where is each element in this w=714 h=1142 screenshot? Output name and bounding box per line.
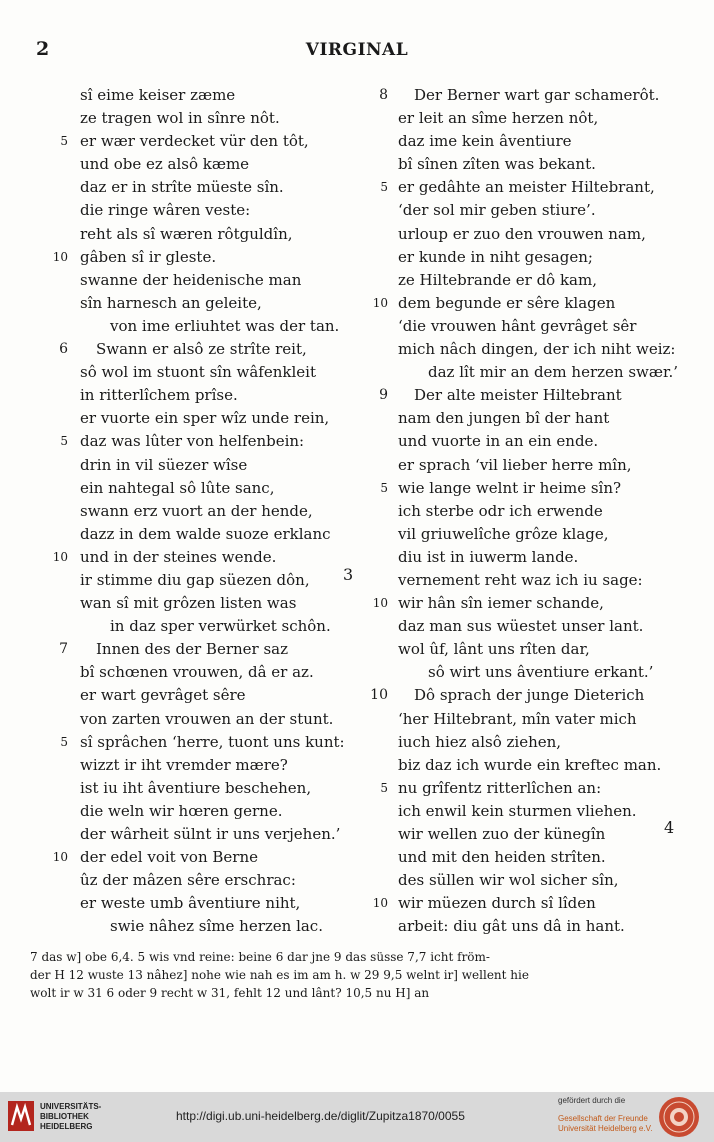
footnotes xyxy=(30,948,674,1002)
verse-text: er gedâhte an meister Hiltebrant, xyxy=(398,178,655,197)
verse-line xyxy=(60,430,380,453)
verse-line xyxy=(398,361,679,384)
verse-line xyxy=(398,708,668,731)
verse-line xyxy=(372,592,668,615)
verse-line xyxy=(398,523,668,546)
verse-line xyxy=(80,361,380,384)
verse-line xyxy=(80,615,380,638)
verse-text: er wart gevrâget sêre xyxy=(80,686,246,705)
verse-text: der wârheit sülnt ir uns verjehen.’ xyxy=(80,825,341,843)
verse-text: ‘der sol mir geben stiure’. xyxy=(398,201,596,220)
verse-line xyxy=(80,592,380,615)
verse-text: wir müezen durch sî lîden xyxy=(398,894,596,913)
verse-text: ir stimme diu gap süezen dôn, xyxy=(80,570,310,589)
verse-text: daz man sus wüestet unser lant. xyxy=(398,617,644,636)
verse-line xyxy=(398,638,668,661)
verse-text: ‘die vrouwen hânt gevrâget sêr xyxy=(398,316,637,335)
verse-line xyxy=(80,107,380,130)
verse-line xyxy=(398,246,668,269)
verse-text: er wær verdecket vür den tôt, xyxy=(80,132,309,151)
verse-line xyxy=(80,777,380,800)
verse-line xyxy=(80,223,380,246)
verse-text: biz daz ich wurde ein kreftec man. xyxy=(398,755,662,774)
verse-text: daz lît mir an dem herzen swær.’ xyxy=(428,363,679,382)
verse-text: iuch hiez alsô ziehen, xyxy=(398,732,562,751)
verse-text: wol ûf, lânt uns rîten dar, xyxy=(398,640,590,659)
right-column xyxy=(370,84,679,938)
verse-line xyxy=(398,130,668,153)
verse-text: er vuorte ein sper wîz unde rein, xyxy=(80,409,330,428)
verse-text: wizzt ir iht vremder mære? xyxy=(80,755,288,774)
verse-text: drin in vil süezer wîse xyxy=(80,455,248,474)
verse-line xyxy=(398,454,668,477)
verse-line xyxy=(80,569,380,592)
verse-line xyxy=(60,731,380,754)
verse-text: und in der steines wende. xyxy=(80,547,277,566)
verse-text: bî sînen zîten was bekant. xyxy=(398,155,596,174)
verse-line xyxy=(398,569,668,592)
verse-text: gâben sî ir gleste. xyxy=(80,247,217,266)
verse-line xyxy=(398,223,668,246)
verse-text: ‘her Hiltebrant, mîn vater mich xyxy=(398,709,637,728)
verse-line xyxy=(80,454,380,477)
verse-text: wan sî mit grôzen listen was xyxy=(80,594,297,613)
verse-text: mich nâch dingen, der ich niht weiz: xyxy=(398,340,676,359)
verse-line xyxy=(370,684,668,707)
verse-line xyxy=(398,269,668,292)
page-number: 2 xyxy=(36,38,50,60)
verse-text: ze tragen wol in sînre nôt. xyxy=(80,109,280,128)
verse-text: wie lange welnt ir heime sîn? xyxy=(398,478,622,497)
line-number: 5 xyxy=(380,480,388,495)
verse-text: sî eime keiser zæme xyxy=(80,86,236,104)
verse-line xyxy=(80,407,380,430)
verse-text: vernement reht waz ich iu sage: xyxy=(398,570,643,589)
verse-text: er sprach ‘vil lieber herre mîn, xyxy=(398,455,632,474)
verse-text: bî schœnen vrouwen, dâ er az. xyxy=(80,663,314,682)
strophe-number: 8 xyxy=(379,87,388,103)
verse-text: sîn harnesch an geleite, xyxy=(80,293,262,312)
verse-line xyxy=(60,130,380,153)
verse-line xyxy=(80,800,380,823)
verse-text: dazz in dem walde suoze erklanc xyxy=(80,524,331,543)
line-number: 10 xyxy=(52,850,68,865)
sponsor-name: Gesellschaft der Freunde Universität Heidelberg e.V. xyxy=(558,1114,653,1133)
verse-text: ist iu iht âventiure beschehen, xyxy=(80,778,312,797)
strophe-number: 10 xyxy=(370,687,388,704)
line-number: 5 xyxy=(380,180,388,195)
verse-text: sî sprâchen ‘herre, tuont uns kunt: xyxy=(80,732,345,751)
running-title: VIRGINAL xyxy=(305,40,409,60)
verse-line xyxy=(398,546,668,569)
verse-line xyxy=(52,546,380,569)
verse-text: von ime erliuhtet was der tan. xyxy=(110,316,340,335)
verse-line xyxy=(398,754,668,777)
footnote-line: wolt ir w 31 6 oder 9 recht w 31, fehlt 12 und lânt? 10,5 nu H] an xyxy=(30,986,430,1000)
verse-line xyxy=(398,846,668,869)
line-number: 10 xyxy=(52,549,68,564)
verse-text: und vuorte in an ein ende. xyxy=(398,432,599,451)
verse-line xyxy=(398,731,668,754)
verse-line xyxy=(52,846,380,869)
verse-text: daz was lûter von helfenbein: xyxy=(80,432,305,451)
verse-text: ich sterbe odr ich erwende xyxy=(398,501,603,520)
verse-line xyxy=(398,199,668,222)
page-marker-right-edge: 4 xyxy=(664,818,675,837)
verse-text: sô wol im stuont sîn wâfenkleit xyxy=(80,363,316,382)
verse-text: die weln wir hœren gerne. xyxy=(80,801,283,820)
verse-line xyxy=(398,407,668,430)
verse-line xyxy=(80,523,380,546)
verse-text: Dô sprach der junge Dieterich xyxy=(414,686,645,705)
verse-line xyxy=(398,315,668,338)
verse-line xyxy=(398,430,668,453)
library-logo-icon xyxy=(8,1101,34,1131)
verse-text: Innen des der Berner saz xyxy=(96,640,289,659)
verse-text: ûz der mâzen sêre erschrac: xyxy=(80,871,296,890)
line-number: 5 xyxy=(380,780,388,795)
verse-text: daz ime kein âventiure xyxy=(398,132,572,151)
verse-line xyxy=(380,777,668,800)
line-number: 10 xyxy=(372,596,388,611)
verse-text: arbeit: diu gât uns dâ in hant. xyxy=(398,917,625,936)
verse-text: reht als sî wæren rôtguldîn, xyxy=(80,224,293,243)
verse-line xyxy=(379,84,668,107)
footnote-line: 7 das w] obe 6,4. 5 wis vnd reine: beine 6 dar jne 9 das süsse 7,7 icht fröm- xyxy=(30,950,490,964)
verse-text: urloup er zuo den vrouwen nam, xyxy=(398,224,646,243)
verse-line xyxy=(80,153,380,176)
verse-line xyxy=(80,500,380,523)
verse-line xyxy=(398,800,668,823)
verse-text: ich enwil kein sturmen vliehen. xyxy=(398,801,637,820)
verse-line xyxy=(398,107,668,130)
verse-line xyxy=(80,84,380,107)
verse-text: und mit den heiden strîten. xyxy=(398,848,606,867)
verse-text: Swann er alsô ze strîte reit, xyxy=(96,340,307,359)
verse-line xyxy=(372,892,668,915)
verse-text: Der alte meister Hiltebrant xyxy=(414,386,622,405)
verse-text: in daz sper verwürket schôn. xyxy=(110,617,331,636)
line-number: 5 xyxy=(60,434,68,449)
verse-line xyxy=(80,869,380,892)
verse-line xyxy=(59,638,380,661)
verse-line xyxy=(80,661,380,684)
verse-text: diu ist in iuwerm lande. xyxy=(398,547,579,566)
university-seal-icon xyxy=(658,1096,700,1138)
verse-line xyxy=(80,477,380,500)
verse-text: in ritterlîchem prîse. xyxy=(80,386,238,405)
verse-text: nam den jungen bî der hant xyxy=(398,409,610,428)
verse-line xyxy=(59,338,380,361)
strophe-number: 6 xyxy=(59,341,68,358)
verse-line xyxy=(398,661,668,684)
verse-line xyxy=(398,338,676,361)
verse-line xyxy=(80,684,380,707)
verse-text: Der Berner wart gar schamerôt. xyxy=(414,86,660,104)
strophe-number: 7 xyxy=(59,641,68,658)
verse-line xyxy=(80,892,380,915)
strophe-number: 9 xyxy=(379,387,388,404)
verse-text: und obe ez alsô kæme xyxy=(80,155,250,174)
verse-line xyxy=(380,477,668,500)
verse-text: swie nâhez sîme herzen lac. xyxy=(110,917,323,936)
verse-line xyxy=(80,823,380,846)
verse-line xyxy=(80,292,380,315)
verse-line xyxy=(52,246,380,269)
verse-text: swann erz vuort an der hende, xyxy=(80,501,313,520)
verse-line xyxy=(380,176,668,199)
verse-text: daz er in strîte müeste sîn. xyxy=(80,178,284,197)
line-number: 5 xyxy=(60,734,68,749)
page-marker-left-gutter: 3 xyxy=(343,565,354,584)
verse-text: der edel voit von Berne xyxy=(80,848,258,867)
verse-text: er kunde in niht gesagen; xyxy=(398,247,593,266)
verse-line xyxy=(398,153,668,176)
verse-text: dem begunde er sêre klagen xyxy=(398,293,616,312)
verse-line xyxy=(398,500,668,523)
verse-text: sô wirt uns âventiure erkant.’ xyxy=(428,663,654,682)
verse-line xyxy=(80,315,380,338)
left-column xyxy=(52,84,380,938)
footer-bar xyxy=(0,1092,714,1142)
verse-line xyxy=(80,384,380,407)
verse-line xyxy=(80,708,380,731)
verse-line xyxy=(80,269,380,292)
verse-text: wir hân sîn iemer schande, xyxy=(398,594,604,613)
verse-text: ze Hiltebrande er dô kam, xyxy=(398,270,597,289)
line-number: 10 xyxy=(372,295,388,310)
verse-text: swanne der heidenische man xyxy=(80,270,302,289)
line-number: 5 xyxy=(60,134,68,149)
verse-line xyxy=(379,384,668,407)
verse-line xyxy=(80,176,380,199)
verse-text: er leit an sîme herzen nôt, xyxy=(398,109,599,128)
verse-text: nu grîfentz ritterlîchen an: xyxy=(398,778,602,797)
verse-line xyxy=(80,915,380,938)
verse-text: die ringe wâren veste: xyxy=(80,201,251,220)
line-number: 10 xyxy=(52,249,68,264)
verse-line xyxy=(372,292,668,315)
verse-text: er weste umb âventiure niht, xyxy=(80,894,301,913)
verse-line xyxy=(80,199,380,222)
footnote-line: der H 12 wuste 13 nâhez] nohe wie nah es im am h. w 29 9,5 welnt ir] wellent hie xyxy=(30,968,529,982)
verse-text: vil griuwelîche grôze klage, xyxy=(398,524,609,543)
verse-text: von zarten vrouwen an der stunt. xyxy=(80,709,334,728)
verse-text: wir wellen zuo der künegîn xyxy=(398,825,606,843)
line-number: 10 xyxy=(372,896,388,911)
verse-line xyxy=(80,754,380,777)
verse-line xyxy=(398,823,668,846)
library-name: UNIVERSITÄTS- BIBLIOTHEK HEIDELBERG xyxy=(40,1102,102,1131)
verse-text: ein nahtegal sô lûte sanc, xyxy=(80,478,275,497)
verse-line xyxy=(398,915,668,938)
verse-line xyxy=(398,869,668,892)
verse-line xyxy=(398,615,668,638)
sponsor-label: gefördert durch die xyxy=(558,1096,626,1105)
verse-text: des süllen wir wol sicher sîn, xyxy=(398,871,619,890)
source-url-link[interactable]: http://digi.ub.uni-heidelberg.de/diglit/Zupitza1870/0055 xyxy=(176,1109,465,1123)
